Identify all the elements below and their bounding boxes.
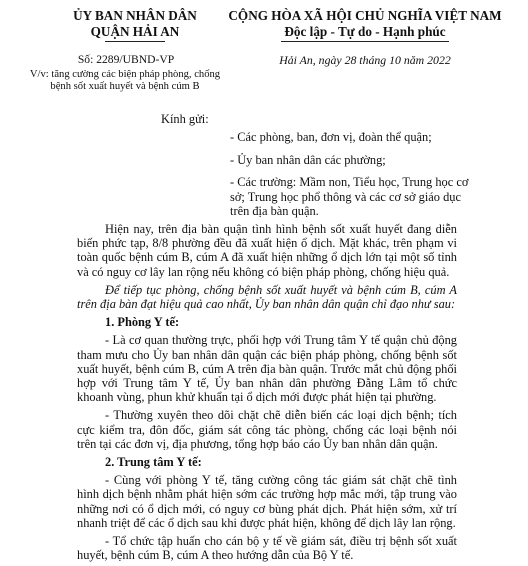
section-heading-1: 1. Phòng Y tế: <box>105 315 180 330</box>
section-heading-2: 2. Trung tâm Y tế: <box>105 455 202 470</box>
section1-paragraph: - Là cơ quan thường trực, phối hợp với Trung tâm Y tế quận chủ động tham mưu cho Ủy ban nhân dân quận các biện pháp phòng, chống bệnh sốt xuất huyết, bệnh cúm B, cúm A trên địa bàn quận. Trước mắt chủ động phối hợp với Trung tâm Y tế, Ủy ban nhân dân phường Đằng Lâm tổ chức khoanh vùng, phun khử khuẩn tại ổ dịch mới được phát hiện tại phường. <box>77 333 457 405</box>
agency-district: QUẬN HẢI AN <box>90 24 180 39</box>
section2-paragraph: - Cùng với phòng Y tế, tăng cường công tác giám sát chặt chẽ tình hình dịch bệnh nhằm phát hiện sớm các trường hợp mắc mới, tập trung vào những nơi có ổ dịch mới, có nguy cơ bùng phát dịch. Phát hiện sớm, xử trí nhanh triệt để các ổ dịch sau khi được phát hiện, không để dịch lây lan rộng. <box>77 473 457 530</box>
recipient-item: - Ủy ban nhân dân các phường; <box>230 152 386 167</box>
agency-name: ỦY BAN NHÂN DÂN <box>73 8 197 23</box>
agency-underline <box>105 41 165 42</box>
slogan-underline <box>281 41 449 42</box>
agency-header <box>40 8 230 42</box>
section1-paragraph: - Thường xuyên theo dõi chặt chẽ diễn biến các loại dịch bệnh; tích cực kiểm tra, đôn đốc, giám sát công tác phòng, chống các loại bệnh nói trên tại các đơn vị, địa phương, tổng hợp báo cáo Ủy ban nhân dân quận. <box>77 408 457 451</box>
national-header <box>215 8 515 42</box>
recipient-item: - Các phòng, ban, đơn vị, đoàn thể quận; <box>230 130 432 144</box>
intro-paragraph: Hiện nay, trên địa bàn quận tình hình bệnh sốt xuất huyết đang diễn biến phức tạp, 8/8 phường đều đã xuất hiện ổ dịch. Mặt khác, trên phạm vi toàn quốc bệnh cúm B, cúm A đã xuất hiện những ổ dịch lớn tại một số tỉnh và có nguy cơ lây lan rộng nếu không có biện pháp phòng, chống hiệu quả. <box>77 222 457 279</box>
national-slogan: Độc lập - Tự do - Hạnh phúc <box>284 24 446 39</box>
directive-paragraph: Để tiếp tục phòng, chống bệnh sốt xuất huyết và bệnh cúm B, cúm A trên địa bàn đạt hiệu quả cao nhất, Ủy ban nhân dân quận chỉ đạo như sau: <box>77 282 457 312</box>
document-subject: V/v: tăng cường các biện pháp phòng, chống bệnh sốt xuất huyết và bệnh cúm B <box>29 69 221 92</box>
recipient-list <box>230 130 480 227</box>
place-date: Hải An, ngày 28 tháng 10 năm 2022 <box>279 53 451 67</box>
document-body <box>77 222 457 566</box>
recipient-item: - Các trường: Mầm non, Tiểu học, Trung học cơ sở; Trung học phổ thông và các cơ sở giáo dục trên địa bàn quận. <box>230 175 469 219</box>
document-number: Số: 2289/UBND-VP <box>77 53 175 66</box>
section2-paragraph: - Tổ chức tập huấn cho cán bộ y tế về giám sát, điều trị bệnh sốt xuất huyết, bệnh cúm B, cúm A theo hướng dẫn của Bộ Y tế. <box>77 534 457 563</box>
national-motto: CỘNG HÒA XÃ HỘI CHỦ NGHĨA VIỆT NAM <box>228 8 502 23</box>
salutation: Kính gửi: <box>161 112 209 126</box>
